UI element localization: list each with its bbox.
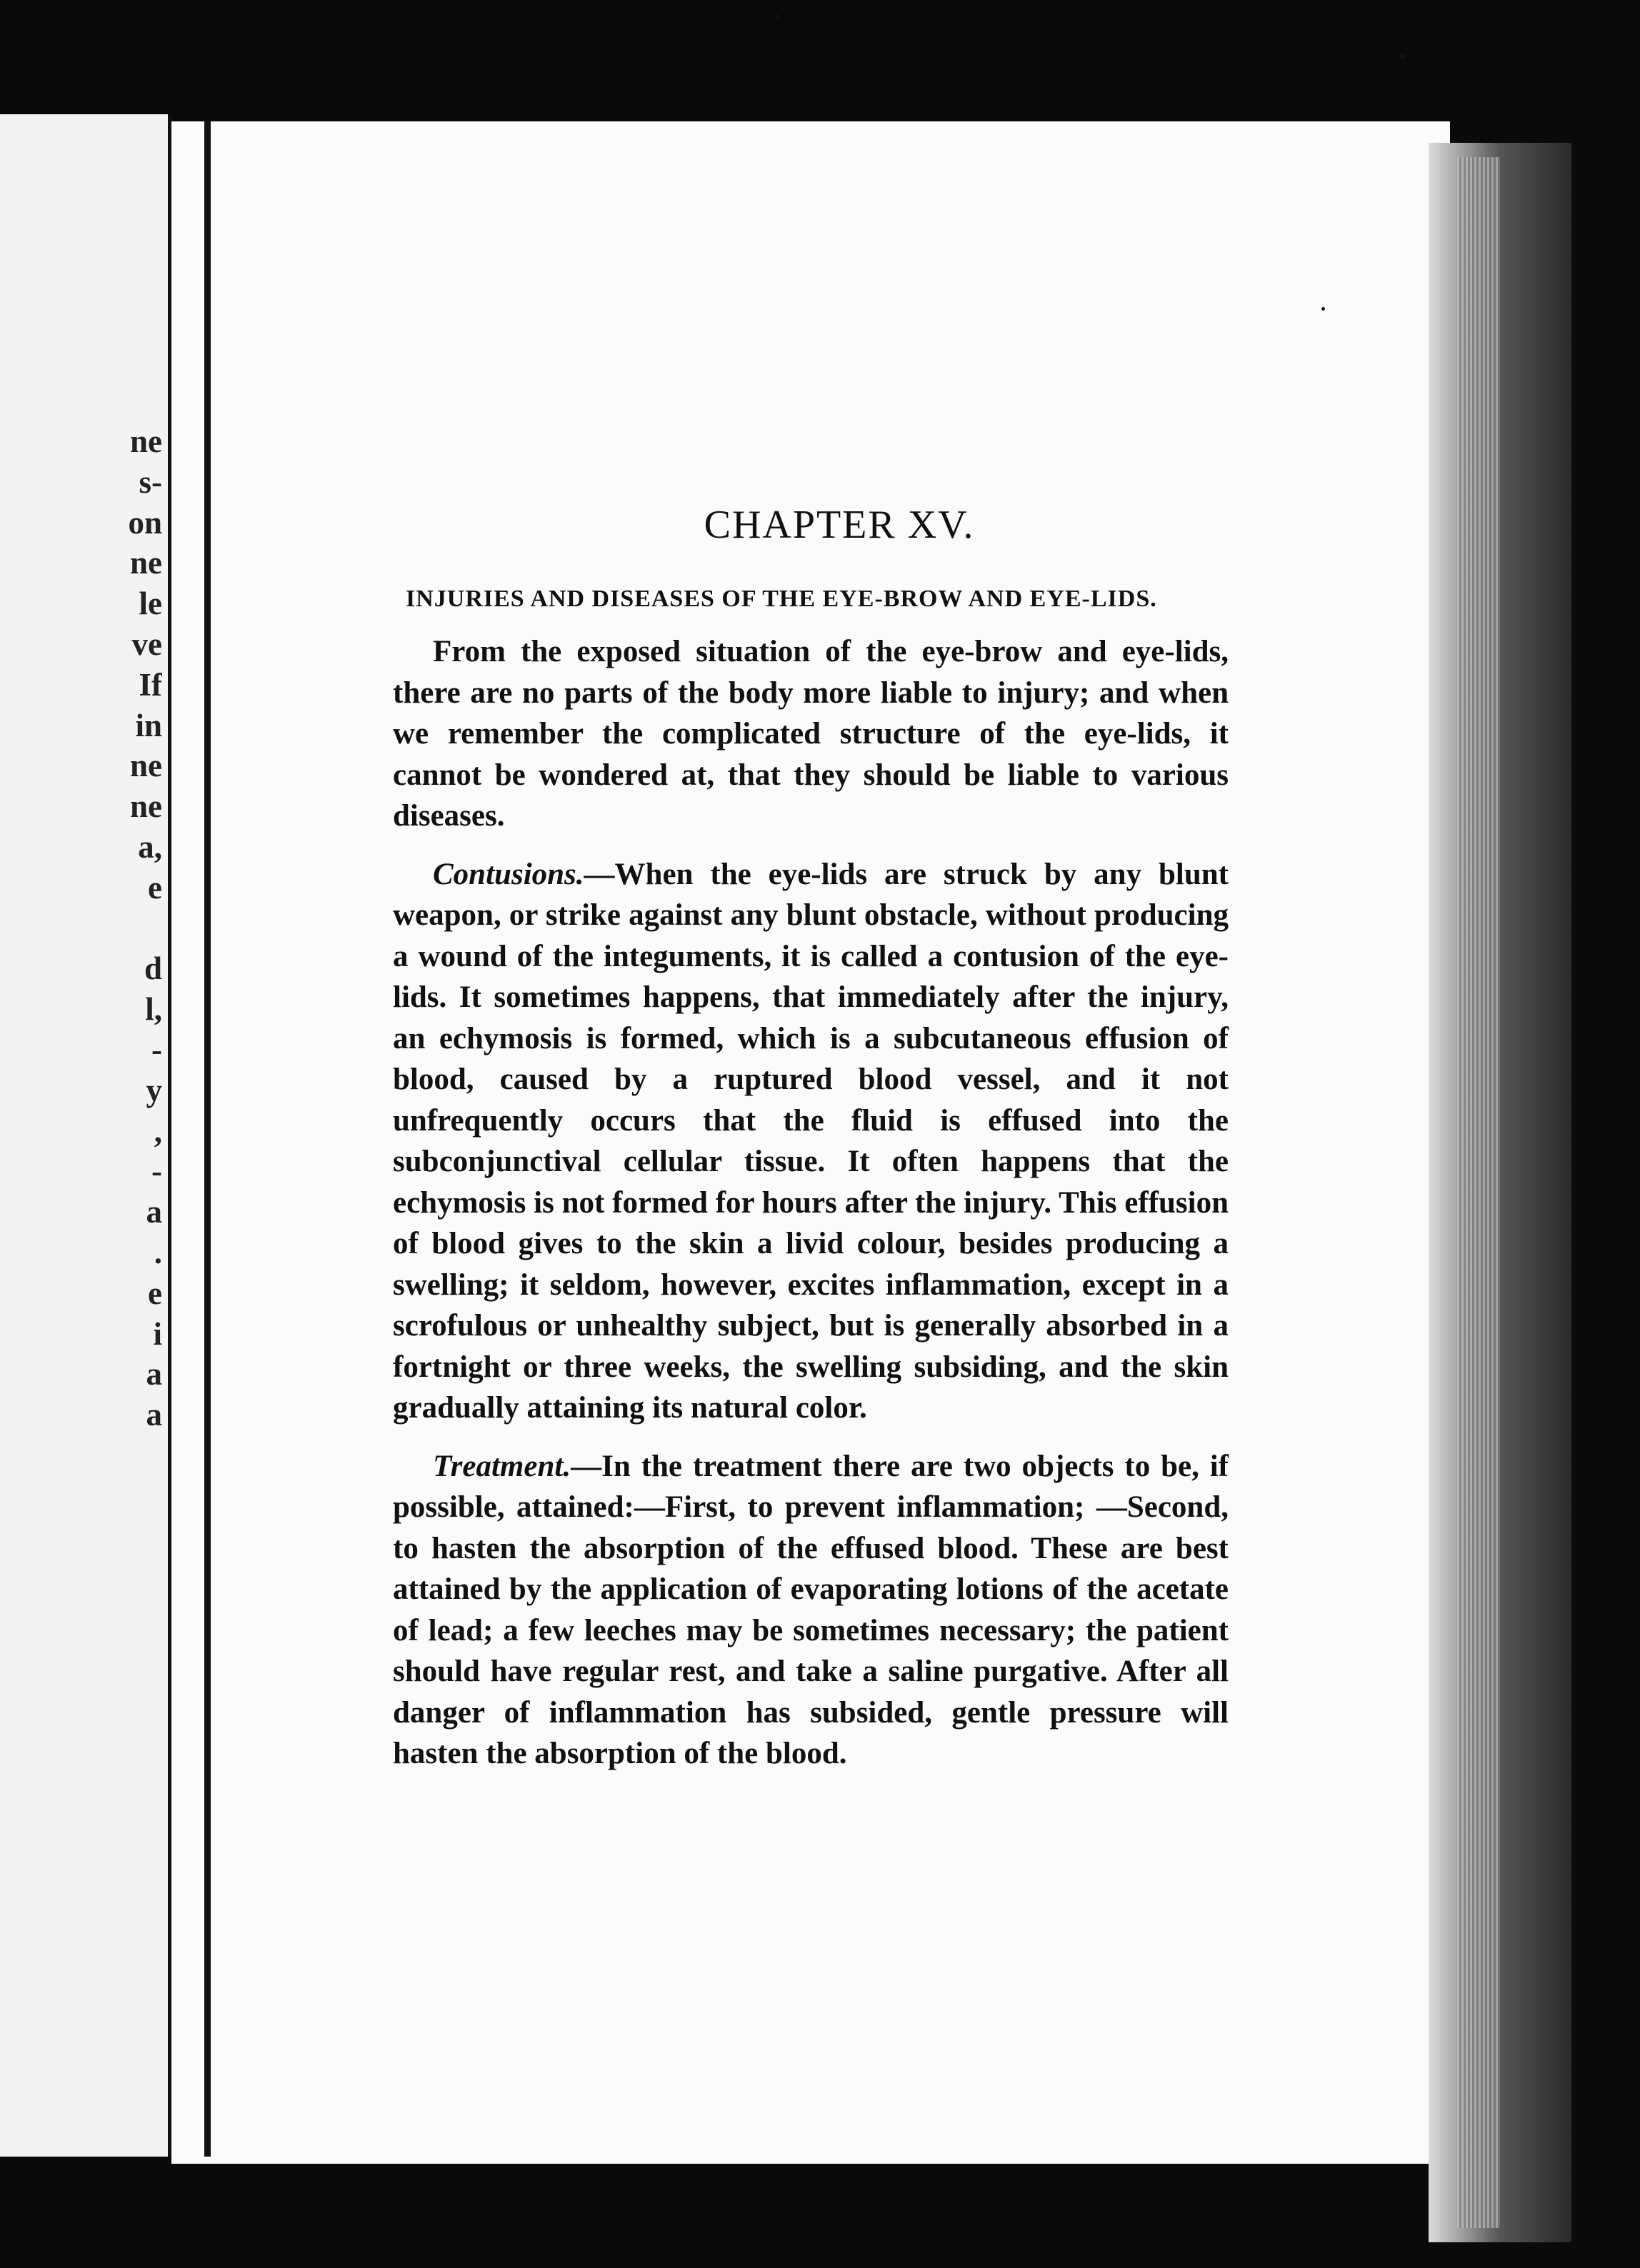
left-line-ending: . <box>154 1234 162 1270</box>
speck-mark <box>1400 54 1406 59</box>
page-stack-edges <box>1457 157 1500 2228</box>
paragraph-intro <box>393 631 1229 837</box>
left-line-ending: a <box>146 1194 162 1230</box>
left-line-ending: e <box>148 869 162 905</box>
paragraph-text: —When the eye-lids are struck by any blunt weapon, or strike against any blunt obstacle, without producing a wound of the integuments, it is called a contusion of the eye-lids. It sometimes happens, that immediately after the injury, an echymosis is formed, which is a subcutaneous effusion of blood, caused by a ruptured blood vessel, and it not unfrequently occurs that the fluid is effused into the subconjunctival cellular tissue. It often happens that the echymosis is not formed for hours after the injury. This effusion of blood gives to the skin a livid colour, besides producing a swelling; it seldom, however, excites inflammation, except in a scrofulous or unhealthy subject, but is generally absorbed in a fortnight or three weeks, the swelling subsiding, and the skin gradually attaining its natural color. <box>393 857 1229 1425</box>
page-edge-shadow <box>1429 143 1571 2242</box>
section-heading: INJURIES AND DISEASES OF THE EYE-BROW AND EYE-LIDS. <box>406 586 1157 612</box>
left-page-line-endings <box>105 421 162 1435</box>
left-line-ending: - <box>151 1031 162 1068</box>
left-line-ending: ne <box>130 423 162 459</box>
left-line-ending: - <box>151 1153 162 1190</box>
left-line-ending: ve <box>131 626 162 662</box>
page-gutter-line <box>204 121 211 2157</box>
paragraph-lead: Contusions. <box>433 857 584 891</box>
left-line-ending: on <box>128 504 162 541</box>
left-line-ending: , <box>154 1113 162 1149</box>
speck-mark <box>1321 307 1325 311</box>
paragraph-lead: Treatment. <box>433 1449 571 1483</box>
chapter-title: CHAPTER XV. <box>704 503 975 547</box>
left-line-ending: ne <box>130 788 162 825</box>
paragraph-contusions <box>393 854 1229 1429</box>
page-text <box>393 500 1229 1792</box>
left-line-ending: le <box>139 586 162 622</box>
left-line-ending: y <box>146 1072 162 1108</box>
left-line-ending: a, <box>138 828 162 865</box>
paragraph-treatment <box>393 1446 1229 1775</box>
left-line-ending: If <box>139 666 162 703</box>
left-line-ending: ne <box>130 545 162 581</box>
left-line-ending: l, <box>145 991 162 1028</box>
left-line-ending: a <box>146 1397 162 1433</box>
paragraph-text: From the exposed situation of the eye-brow and eye-lids, there are no parts of the body more liable to injury; and when we remember the complicated structure of the eye-lids, it cannot be wondered at, that they should be liable to various diseases. <box>393 635 1229 833</box>
speck-mark <box>775 14 779 19</box>
left-line-ending: ne <box>130 748 162 784</box>
left-line-ending <box>105 908 162 949</box>
paragraph-text: —In the treatment there are two objects to be, if possible, attained:—First, to prevent inflammation; —Second, to hasten the absorption of the effused blood. These are best attained by the application of evaporating lotions of the acetate of lead; a few leeches may be sometimes necessary; the patient should have regular rest, and take a saline purgative. After all danger of inflammation has subsided, gentle pressure will hasten the absorption of the blood. <box>393 1449 1229 1770</box>
left-facing-page <box>0 114 172 2157</box>
left-line-ending: in <box>135 707 162 743</box>
left-line-ending: e <box>148 1275 162 1311</box>
left-line-ending: s- <box>139 463 162 500</box>
left-line-ending: d <box>144 950 162 987</box>
left-line-ending: a <box>146 1356 162 1393</box>
left-line-ending: i <box>153 1315 162 1352</box>
